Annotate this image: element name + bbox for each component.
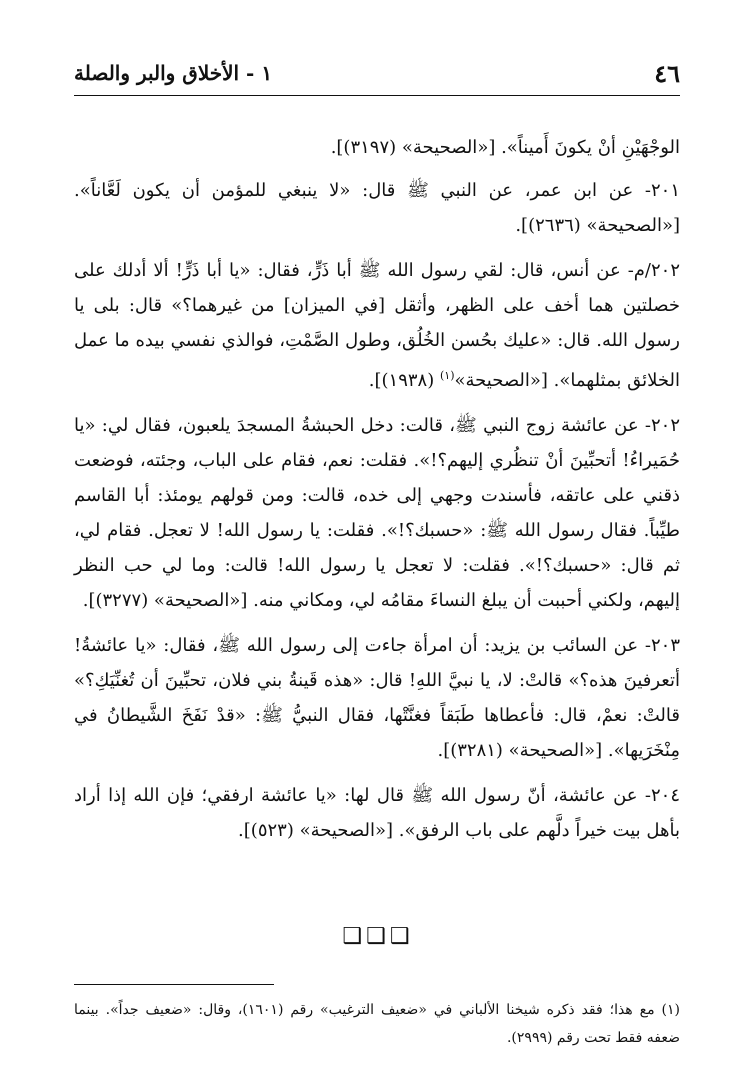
chapter-title: ١ - الأخلاق والبر والصلة [74,61,273,85]
hadith-202: ٢٠٢- عن عائشة زوج النبي ﷺ، قالت: دخل الحبشةُ المسجدَ يلعبون، فقال لي: «يا حُمَيراءُ! أتحبِّينَ أنْ تنظُري إليهم؟!». فقلت: نعم، فقام على الباب، وجئته، فوضعت ذقني على عاتقه، فأسندت وجهي إلى خده، قالت: ومن قولهم يومئذ: أبا القاسم طيِّباً. فقال رسول الله ﷺ: «حسبك؟!». فقلت: يا رسول الله! لا تعجل. فقام لي، ثم قال: «حسبك؟!». فقلت: لا تعجل يا رسول الله! قالت: وما لي حب النظر إليهم، ولكني أحببت أن يبلغ النساءَ مقامُه لي، ومكاني منه. [«الصحيحة» (٣٢٧٧)]. [74,415,680,611]
paragraph-continuation: الوجْهَيْنِ أنْ يكونَ أَميناً». [«الصحيحة» (٣١٩٧)]. [330,137,680,158]
footnote-text: (١) مع هذا؛ فقد ذكره شيخنا الألباني في «ضعيف الترغيب» رقم (١٦٠١)، وقال: «ضعيف جداً». بينما ضعفه فقط تحت رقم (٢٩٩٩). [74,1002,680,1046]
hadith-202m-source: (١٩٣٨)]. [368,370,435,391]
running-header [74,56,680,90]
footnote-marker: (١) [439,369,455,382]
page-number: ٤٦ [654,58,680,88]
header-rule [74,95,680,96]
hadith-204: ٢٠٤- عن عائشة، أنّ رسول الله ﷺ قال لها: «يا عائشة ارفقي؛ فإن الله إذا أراد بأهل بيت خيراً دلَّهم على باب الرفق». [«الصحيحة» (٥٢٣)]. [74,785,680,841]
hadith-203: ٢٠٣- عن السائب بن يزيد: أن امرأة جاءت إلى رسول الله ﷺ، فقال: «يا عائشةُ! أتعرفينَ هذه؟» قالتْ: لا، يا نبيَّ اللهِ! قال: «هذه قَينةُ بني فلان، تحبِّينَ أن تُغنِّيَكِ؟» قالتْ: نعمْ، قال: فأعطاها طَبَقاً فغنَّتْها، فقال النبيُّ ﷺ: «قدْ نَفَخَ الشَّيطانُ في مِنْخَرَيها». [«الصحيحة» (٣٢٨١)]. [74,635,680,761]
hadith-202m [74,253,680,398]
section-separator: ❑❑❑ [342,924,414,949]
main-text [74,130,680,858]
hadith-201: ٢٠١- عن ابن عمر، عن النبي ﷺ قال: «لا ينبغي للمؤمن أن يكون لَعَّاناً». [«الصحيحة» (٢٦٣٦)]. [74,180,680,236]
hadith-202m-text: ٢٠٢/م- عن أنس، قال: لقي رسول الله ﷺ أبا ذَرٍّ، فقال: «يا أبا ذَرٍّ! ألا أدلك على خصلتين هما أخف على الظهر، وأثقل [في الميزان] من غيرهما؟» قال: بلى يا رسول الله. قال: «عليك بحُسن الخُلُق، وطول الصَّمْتِ، فوالذي نفسي بيده ما عمل الخلائق بمثلهما». [«الصحيحة» [74,260,680,391]
footnote-rule [74,984,274,985]
